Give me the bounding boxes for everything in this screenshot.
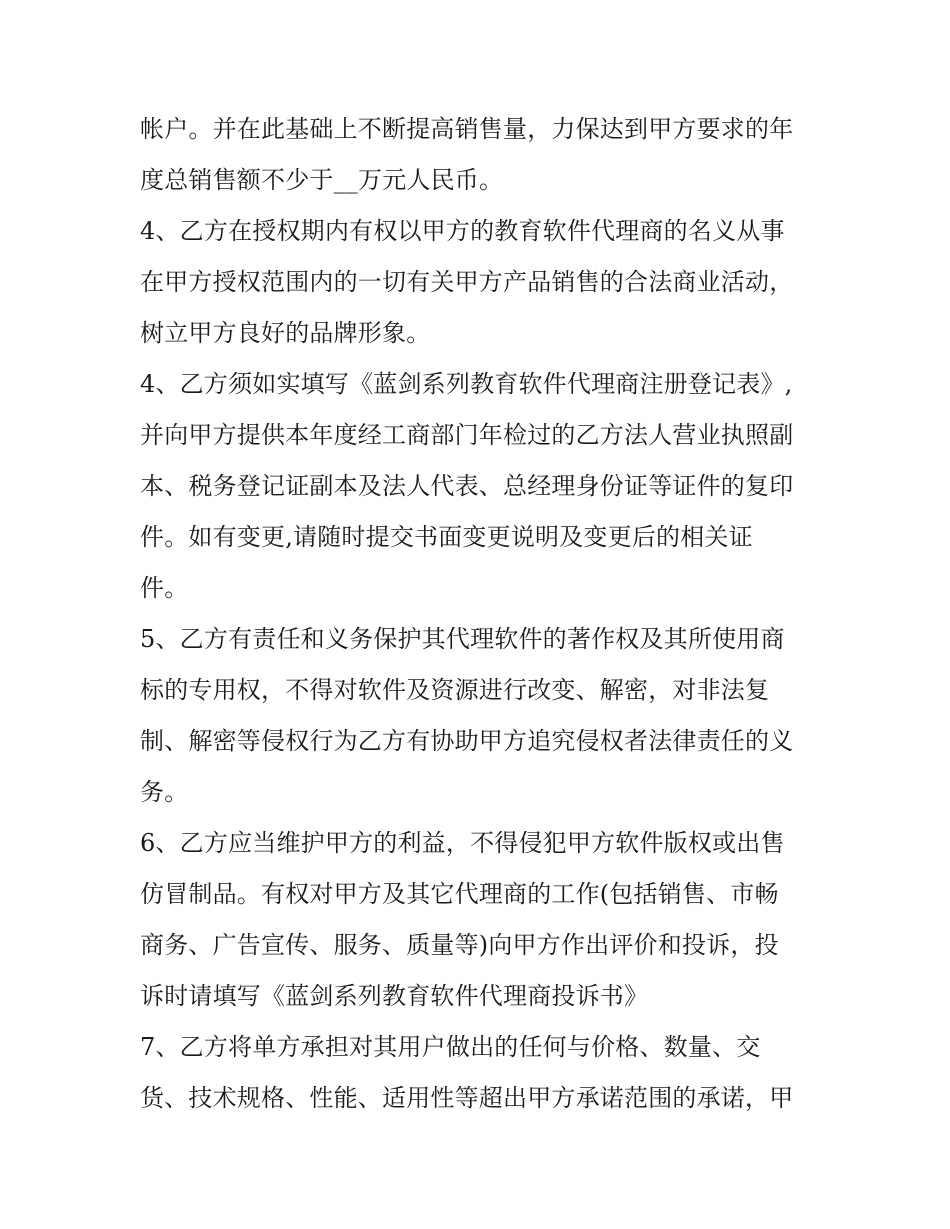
- text-line: 件。: [140, 574, 189, 602]
- text-line: 在甲方授权范围内的一切有关甲方产品销售的合法商业活动，: [140, 268, 794, 296]
- text-line: 4、乙方须如实填写《蓝剑系列教育软件代理商注册登记表》,: [140, 370, 793, 398]
- text-line: 树立甲方良好的品牌形象。: [140, 319, 431, 347]
- text-line: 度总销售额不少于__万元人民币。: [140, 166, 504, 194]
- text-line: 件。如有变更,请随时提交书面变更说明及变更后的相关证: [140, 523, 753, 551]
- text-line: 商务、广告宣传、服务、质量等)向甲方作出评价和投诉，投: [140, 931, 779, 959]
- text-line: 制、解密等侵权行为乙方有协助甲方追究侵权者法律责任的义: [140, 727, 794, 755]
- text-line: 7、乙方将单方承担对其用户做出的任何与价格、数量、交: [140, 1033, 761, 1061]
- text-line: 本、税务登记证副本及法人代表、总经理身份证等证件的复印: [140, 472, 794, 500]
- document-body: [140, 104, 820, 1124]
- text-line: 仿冒制品。有权对甲方及其它代理商的工作(包括销售、市畅: [140, 880, 779, 908]
- text-line: 6、乙方应当维护甲方的利益，不得侵犯甲方软件版权或出售: [140, 829, 785, 857]
- text-line: 务。: [140, 778, 189, 806]
- text-line: 货、技术规格、性能、适用性等超出甲方承诺范围的承诺，甲: [140, 1084, 794, 1112]
- text-line: 诉时请填写《蓝剑系列教育软件代理商投诉书》: [140, 982, 649, 1010]
- text-line: 5、乙方有责任和义务保护其代理软件的著作权及其所使用商: [140, 625, 785, 653]
- text-line: 并向甲方提供本年度经工商部门年检过的乙方法人营业执照副: [140, 421, 794, 449]
- text-line: 标的专用权，不得对软件及资源进行改变、解密，对非法复: [140, 676, 770, 704]
- text-line: 帐户。并在此基础上不断提高销售量，力保达到甲方要求的年: [140, 115, 794, 143]
- text-line: 4、乙方在授权期内有权以甲方的教育软件代理商的名义从事: [140, 217, 785, 245]
